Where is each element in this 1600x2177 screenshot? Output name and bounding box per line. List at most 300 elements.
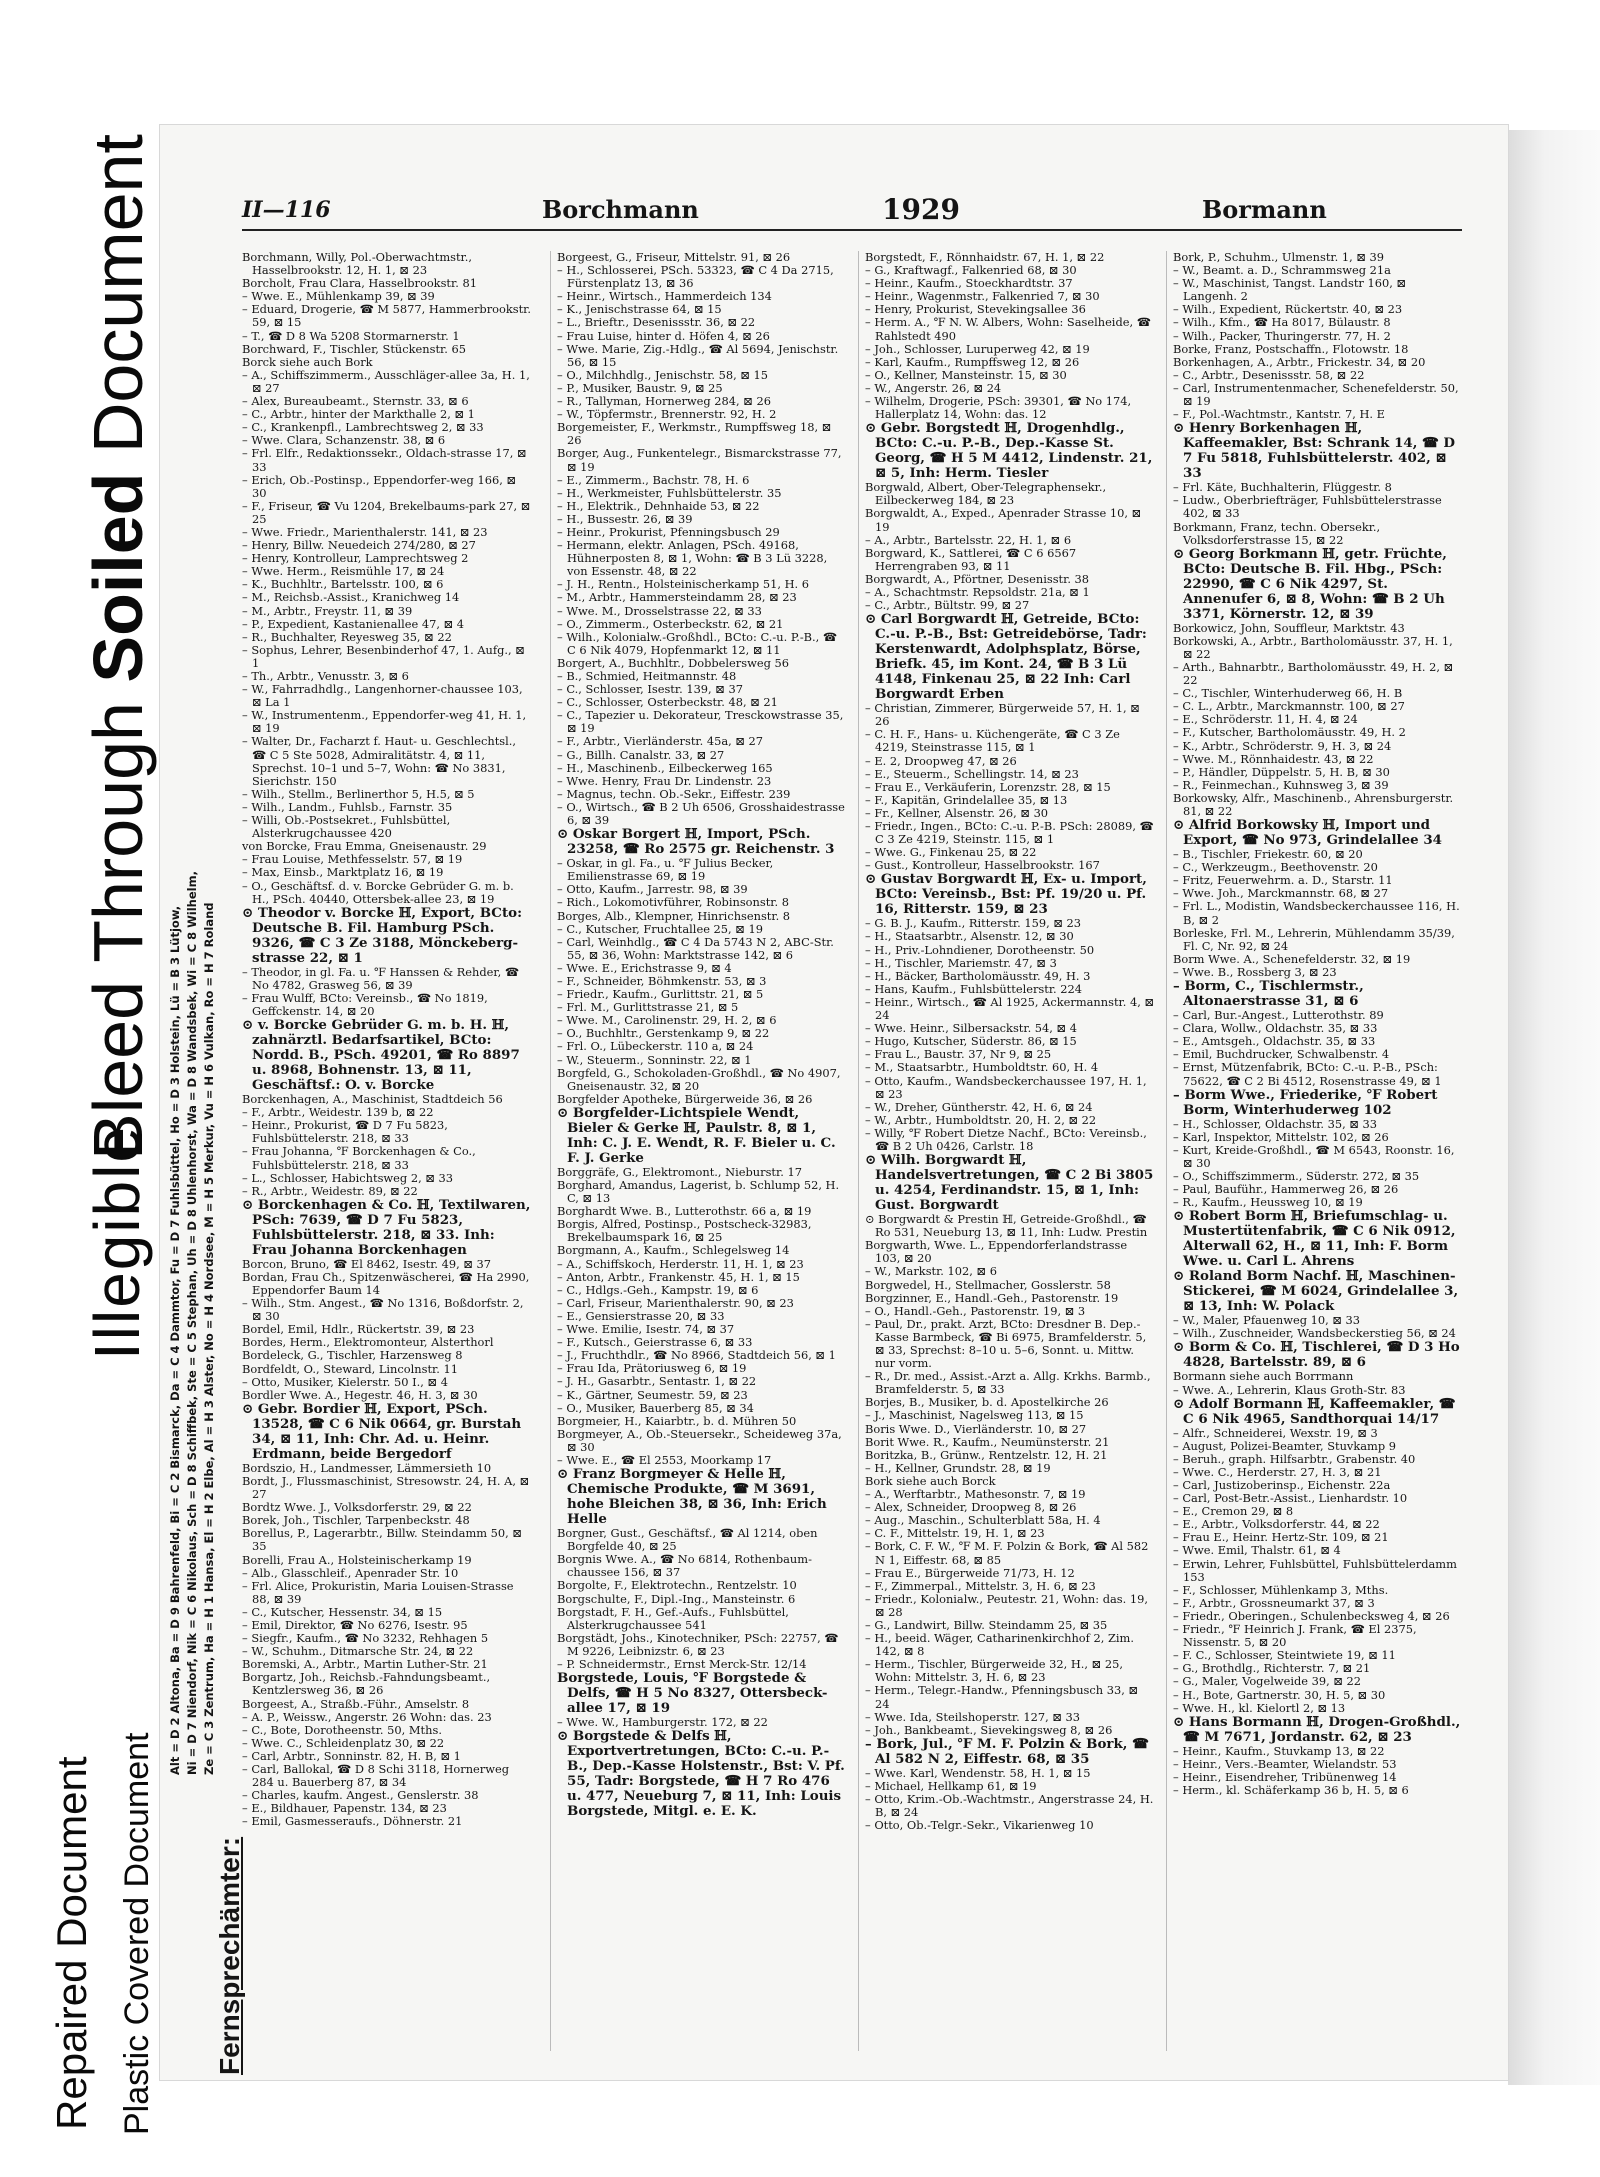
directory-entry: – Wwe. W., Hamburgerstr. 172, ⊠ 22	[557, 1715, 768, 1730]
side-labels	[0, 0, 160, 2177]
directory-entry: – A., Schachtmstr. Repsoldstr. 21a, ⊠ 1	[865, 584, 1090, 599]
directory-entry: ⊙ Borm & Co. ℍ, Tischlerei, ☎ D 3 Ho 4828, Bartelsstr. 89, ⊠ 6	[1173, 1339, 1460, 1371]
directory-entry: – H., Tischler, Mariemstr. 47, ⊠ 3	[865, 955, 1057, 970]
directory-entry: – Herm., kl. Schäferkamp 36 b, H. 5, ⊠ 6	[1173, 1782, 1409, 1797]
directory-entry: Boris Wwe. D., Vierländerstr. 10, ⊠ 27	[865, 1421, 1087, 1436]
directory-entry: – K., Gärtner, Seumestr. 59, ⊠ 23	[557, 1387, 748, 1402]
directory-entry: – F., Pol.-Wachtmstr., Kantstr. 7, H. E	[1173, 407, 1385, 422]
directory-entry: – C., Kutscher, Fruchtallee 25, ⊠ 19	[557, 921, 763, 936]
directory-entry: – F., Arbtr., Vierländerstr. 45a, ⊠ 27	[557, 734, 764, 749]
directory-entry: – Emil, Gasmesseraufs., Döhnerstr. 21	[242, 1814, 463, 1829]
directory-entry: – A., Schiffskoch, Herderstr. 11, H. 1, ⊠ 23	[557, 1256, 804, 1271]
directory-entry: – H., Bussestr. 26, ⊠ 39	[557, 511, 693, 526]
directory-entry: Borgschulte, F., Dipl.-Ing., Mansteinstr. 6	[557, 1591, 796, 1606]
directory-entry: – Emil, Direktor, ☎ No 6276, Isestr. 95	[242, 1617, 468, 1632]
directory-entry: – Hugo, Kutscher, Süderstr. 86, ⊠ 15	[865, 1034, 1077, 1049]
directory-entry: – H., beeid. Wäger, Catharinenkirchhof 2, Zim. 142, ⊠ 8	[865, 1631, 1134, 1659]
directory-entry: – W., Instrumentenm., Eppendorfer-weg 41, H. 1, ⊠ 19	[242, 708, 527, 736]
directory-entry: – Wwe. Clara, Schanzenstr. 38, ⊠ 6	[242, 433, 446, 448]
column-4	[1166, 251, 1463, 2051]
directory-entry: ⊙ Theodor v. Borcke ℍ, Export, BCto: Deutsche B. Fil. Hamburg PSch. 9326, ☎ C 3 Ze 3188, Mönckeberg-strasse 22, ⊠ 1	[242, 904, 523, 966]
directory-entry: – Christian, Zimmerer, Bürgerweide 57, H. 1, ⊠ 26	[865, 701, 1140, 729]
directory-entry: – F., Schneider, Böhmkenstr. 53, ⊠ 3	[557, 973, 767, 988]
directory-entry: – Wilh., Stm. Angest., ☎ No 1316, Boßdorfstr. 2, ⊠ 30	[242, 1296, 524, 1324]
directory-entry: ⊙ Gebr. Borgstedt ℍ, Drogenhdlg., BCto: C.-u. P.-B., Dep.-Kasse St. Georg, ☎ H 5 M 4412, Lindenstr. 21, ⊠ 5, Inh: Herm. Tiesler	[865, 420, 1153, 482]
directory-entry: – Oskar, in gl. Fa., u. ℉ Julius Becker, Emilienstrasse 69, ⊠ 19	[557, 856, 774, 884]
label-bleed-through: Bleed Through	[79, 682, 157, 1160]
directory-entry: Borgstede, Louis, ℉ Borgstede & Delfs, ☎ H 5 No 8327, Ottersbeck-allee 17, ⊠ 19	[557, 1670, 828, 1717]
directory-entry: – G., Landwirt, Billw. Steindamm 25, ⊠ 35	[865, 1617, 1108, 1632]
directory-entry: – Wwe. Emilie, Isestr. 74, ⊠ 37	[557, 1322, 735, 1337]
directory-entry: – Carl, Weinhdlg., ☎ C 4 Da 5743 N 2, ABC-Str. 55, ⊠ 36, Wohn: Marktstrasse 142, ⊠ 6	[557, 934, 834, 962]
directory-entry: – O., Wirtsch., ☎ B 2 Uh 6506, Grosshaidestrasse 6, ⊠ 39	[557, 799, 845, 828]
directory-entry: – Frau E., Heinr. Hertz-Str. 109, ⊠ 21	[1173, 1530, 1389, 1545]
directory-entry: – Carl, Bur.-Angest., Lutterothstr. 89	[1173, 1008, 1384, 1023]
directory-entry: – W., Steuerm., Sonninstr. 22, ⊠ 1	[557, 1052, 752, 1067]
directory-entry: – Herm., Tischler, Bürgerweide 32, H., ⊠ 25, Wohn: Mittelstr. 3, H. 6, ⊠ 23	[865, 1657, 1123, 1685]
directory-entry: – W., Maschinist, Tangst. Landstr 160, ⊠ Langenh. 2	[1173, 276, 1406, 304]
directory-entry: – G., Billh. Canalstr. 33, ⊠ 27	[557, 747, 725, 762]
directory-entry: – August, Polizei-Beamter, Stuvkamp 9	[1173, 1438, 1397, 1453]
directory-entry: – E., Zimmerm., Bachstr. 78, H. 6	[557, 472, 750, 487]
directory-entry: Borgwarth, Wwe. L., Eppendorferlandstrasse 103, ⊠ 20	[865, 1238, 1128, 1266]
directory-entry: – Friedr., Ingen., BCto: C.-u. P.-B. PSch: 28089, ☎ C 3 Ze 4219, Steinstr. 115, ⊠ 1	[865, 819, 1154, 847]
directory-entry: Borgmeyer, A., Ob.-Steuersekr., Scheideweg 37a, ⊠ 30	[557, 1426, 842, 1454]
directory-entry: – Borm, C., Tischlermstr., Altonaerstrasse 31, ⊠ 6	[1173, 978, 1364, 1010]
directory-entry: ⊙ Gustav Borgwardt ℍ, Ex- u. Import, BCto: Vereinsb., Bst: Pf. 19/20 u. Pf. 16, Ritterstr. 159, ⊠ 23	[865, 871, 1147, 918]
directory-entry: Borgemeister, F., Werkmstr., Rumpffsweg 18, ⊠ 26	[557, 420, 832, 448]
directory-entry: – H., Bäcker, Bartholomäusstr. 49, H. 3	[865, 968, 1091, 983]
directory-entry: – O., Zimmerm., Osterbeckstr. 62, ⊠ 21	[557, 616, 784, 631]
directory-entry: – Michael, Hellkamp 61, ⊠ 19	[865, 1778, 1037, 1793]
directory-entry: – Joh., Schlosser, Luruperweg 42, ⊠ 19	[865, 341, 1090, 356]
directory-entry: – Frau L., Baustr. 37, Nr 9, ⊠ 25	[865, 1047, 1052, 1062]
page-header	[242, 195, 1462, 231]
directory-entry: – F., Schlosser, Mühlenkamp 3, Mths.	[1173, 1582, 1389, 1597]
directory-entry: – Hermann, elektr. Anlagen, PSch. 49168, Hühnerposten 8, ⊠ 1, Wohn: ☎ B 3 Lü 3228, von Essenstr. 48, ⊠ 22	[557, 538, 828, 579]
directory-entry: – G., Brothdlg., Richterstr. 7, ⊠ 21	[1173, 1661, 1371, 1676]
directory-entry: ⊙ Wilh. Borgwardt ℍ, Handelsvertretungen, ☎ C 2 Bi 3805 u. 4254, Ferdinandstr. 15, ⊠ 1, Inh: Gust. Borgwardt	[865, 1152, 1154, 1214]
directory-entry: Borcon, Bruno, ☎ El 8462, Isestr. 49, ⊠ 37	[242, 1256, 492, 1271]
directory-entry: – Frau E., Bürgerweide 71/73, H. 12	[865, 1565, 1075, 1580]
directory-entry: – A., Werftarbtr., Mathesonstr. 7, ⊠ 19	[865, 1487, 1086, 1502]
directory-entry: – Theodor, in gl. Fa. u. ℉ Hanssen & Rehder, ☎ No 4782, Grasweg 56, ⊠ 39	[242, 964, 520, 992]
label-plastic-covered-document: Plastic Covered Document	[118, 1732, 156, 2135]
directory-entry: – Wwe. B., Rossberg 3, ⊠ 23	[1173, 964, 1337, 979]
directory-entry: – Wwe. M., Carolinenstr. 29, H. 2, ⊠ 6	[557, 1013, 777, 1028]
directory-entry: – Max, Einsb., Marktplatz 16, ⊠ 19	[242, 865, 444, 880]
directory-entry: – H., Werkmeister, Fuhlsbüttelerstr. 35	[557, 485, 782, 500]
directory-entry: Borgner, Gust., Geschäftsf., ☎ Al 1214, oben Borgfelde 40, ⊠ 25	[557, 1526, 818, 1554]
directory-entry: – Alex, Schneider, Droopweg 8, ⊠ 26	[865, 1500, 1077, 1515]
directory-entry: – Sophus, Lehrer, Besenbinderhof 47, 1. Aufg., ⊠ 1	[242, 642, 525, 670]
directory-entry: – M., Reichsb.-Assist., Kranichweg 14	[242, 590, 460, 605]
directory-entry: – W., Fahrradhdlg., Langenhorner-chaussee 103, ⊠ La 1	[242, 682, 523, 710]
directory-entry: – A., Schiffszimmerm., Ausschläger-allee 3a, H. 1, ⊠ 27	[242, 367, 530, 395]
directory-entry: – W., Markstr. 102, ⊠ 6	[865, 1264, 997, 1279]
directory-entry: – Clara, Wollw., Oldachstr. 35, ⊠ 33	[1173, 1021, 1378, 1036]
directory-entry: – W., Arbtr., Humboldtstr. 20, H. 2, ⊠ 22	[865, 1112, 1097, 1127]
directory-entry: – Carl, Ballokal, ☎ D 8 Schi 3118, Hornerweg 284 u. Bauerberg 87, ⊠ 34	[242, 1762, 510, 1790]
directory-entry: Borgwald, Albert, Ober-Telegraphensekr., Eilbeckerweg 184, ⊠ 23	[865, 480, 1107, 508]
directory-entry: – C. L., Arbtr., Marckmannstr. 100, ⊠ 27	[1173, 699, 1405, 714]
directory-entry: – Wwe. Henry, Frau Dr. Lindenstr. 23	[557, 773, 772, 788]
adjacent-page-edge	[1508, 130, 1600, 2085]
directory-entry: ⊙ v. Borcke Gebrüder G. m. b. H. ℍ, zahnärztl. Bedarfsartikel, BCto: Nordd. B., PSch. 49201, ☎ Ro 8897 u. 8968, Bohnenstr. 13, ⊠ 11, Geschäftsf.: O. v. Borcke	[242, 1017, 520, 1094]
directory-entry: – Wilh., Landm., Fuhlsb., Farnstr. 35	[242, 799, 453, 814]
directory-entry: – R., Dr. med., Assist.-Arzt a. Allg. Krkhs. Barmb., Bramfelderstr. 5, ⊠ 33	[865, 1369, 1151, 1397]
directory-entry: – Friedr., ℉ Heinrich J. Frank, ☎ El 2375, Nissenstr. 5, ⊠ 20	[1173, 1622, 1417, 1650]
directory-entry: – E., Amtsgeh., Oldachstr. 35, ⊠ 33	[1173, 1034, 1376, 1049]
directory-entry: Boremski, A., Arbtr., Martin Luther-Str. 21	[242, 1657, 488, 1672]
directory-entry: ⊙ Alfrid Borkowsky ℍ, Import und Export, ☎ No 973, Grindelallee 34	[1173, 817, 1442, 849]
directory-entry: – T., ☎ D 8 Wa 5208 Stormarnerstr. 1	[242, 328, 460, 343]
directory-entry: – Charles, kaufm. Angest., Genslerstr. 38	[242, 1788, 479, 1803]
directory-entry: Borgeest, G., Friseur, Mittelstr. 91, ⊠ 26	[557, 251, 791, 264]
directory-entry: – M., Staatsarbtr., Humboldtstr. 60, H. 4	[865, 1060, 1099, 1075]
header-right-word: Bormann	[1202, 195, 1327, 224]
directory-entry: – Walter, Dr., Facharzt f. Haut- u. Geschlechtsl., ☎ C 5 Ste 5028, Admiralitätstr. 4, ⊠ 11, Sprechst. 10–1 und 5–7, Wohn: ☎ No 3831, Sierichstr. 150	[242, 734, 517, 788]
directory-entry: – C., Arbtr., hinter der Markthalle 2, ⊠ 1	[242, 407, 475, 422]
directory-entry: – K., Arbtr., Schröderstr. 9, H. 3, ⊠ 24	[1173, 738, 1392, 753]
directory-entry: – G., Maler, Vogelweide 39, ⊠ 22	[1173, 1674, 1362, 1689]
directory-entry: Bordes, Herm., Elektromonteur, Alsterthorl	[242, 1335, 494, 1350]
label-soiled: Soiled	[79, 472, 157, 683]
directory-entry: – Wwe. M., Drosselstrasse 22, ⊠ 33	[557, 603, 762, 618]
directory-entry: – Karl, Kaufm., Rumpffsweg 12, ⊠ 26	[865, 354, 1080, 369]
directory-entry: – Frl. Alice, Prokuristin, Maria Louisen-Strasse 88, ⊠ 39	[242, 1578, 514, 1606]
directory-entry: – P., Händler, Düppelstr. 5, H. B, ⊠ 30	[1173, 764, 1390, 779]
directory-entry: – Carl, Post-Betr.-Assist., Lienhardstr. 10	[1173, 1491, 1408, 1506]
directory-entry: Borgolte, F., Elektrotechn., Rentzelstr. 10	[557, 1578, 797, 1593]
directory-entry: Borgeest, A., Straßb.-Führ., Amselstr. 8	[242, 1696, 470, 1711]
directory-entry: – Wwe. Herm., Reismühle 17, ⊠ 24	[242, 564, 445, 579]
column-1	[242, 251, 532, 2051]
directory-entry: – Erich, Ob.-Postinsp., Eppendorfer-weg 166, ⊠ 30	[242, 472, 516, 500]
directory-entry: – C., Schlosser, Isestr. 139, ⊠ 37	[557, 682, 743, 697]
directory-entry: – Bork, C. F. W., ℉ M. F. Polzin & Bork, ☎ Al 582 N 1, Eiffestr. 68, ⊠ 85	[865, 1539, 1149, 1567]
directory-entry: – Frl. O., Lübeckerstr. 110 a, ⊠ 24	[557, 1039, 754, 1054]
directory-entry: – E. 2, Droopweg 47, ⊠ 26	[865, 753, 1017, 768]
directory-entry: Bordel, Emil, Hdlr., Rückertstr. 39, ⊠ 23	[242, 1322, 475, 1337]
directory-entry: – W., Schuhm., Ditmarsche Str. 24, ⊠ 22	[242, 1644, 474, 1659]
directory-entry: – Alb., Glasschleif., Apenrader Str. 10	[242, 1565, 459, 1580]
directory-entry: Bordt, J., Flussmaschinist, Stresowstr. 24, H. A, ⊠ 27	[242, 1473, 530, 1502]
directory-entry: – C. F., Mittelstr. 19, H. 1, ⊠ 23	[865, 1526, 1045, 1541]
directory-entry: – C., Schlosser, Osterbeckstr. 48, ⊠ 21	[557, 695, 778, 710]
directory-entry: – Fr., Kellner, Alsenstr. 26, ⊠ 30	[865, 805, 1049, 820]
directory-entry: – Heinr., Wirtsch., ☎ Al 1925, Ackermannstr. 4, ⊠ 24	[865, 994, 1154, 1023]
directory-entry: – Herm., Telegr.-Handw., Pfenningsbusch 33, ⊠ 24	[865, 1683, 1138, 1711]
directory-entry: – F., Arbtr., Weidestr. 139 b, ⊠ 22	[242, 1105, 434, 1120]
directory-entry: – W., Angerstr. 26, ⊠ 24	[865, 380, 1002, 395]
directory-entry: Bormann siehe auch Borrmann	[1173, 1369, 1354, 1384]
directory-entry: – Borm Wwe., Friederike, ℉ Robert Borm, Winterhuderweg 102	[1173, 1086, 1438, 1118]
label-bleed-through-soiled-document	[78, 134, 158, 1160]
directory-entry: – Heinr., Wagenmstr., Falkenried 7, ⊠ 30	[865, 289, 1100, 304]
directory-entry: Borgfeld, G., Schokoladen-Großhdl., ☎ No 4907, Gneisenaustr. 32, ⊠ 20	[557, 1065, 841, 1093]
directory-entry: – P., Musiker, Baustr. 9, ⊠ 25	[557, 380, 723, 395]
directory-entry: ⊙ Gebr. Bordier ℍ, Export, PSch. 13528, ☎ C 6 Nik 0664, gr. Burstah 34, ⊠ 11, Inh: Chr. Ad. u. Heinr. Erdmann, beide Bergedorf	[242, 1400, 522, 1462]
directory-entry: Borchmann, Willy, Pol.-Oberwachtmstr., Hasselbrookstr. 12, H. 1, ⊠ 23	[242, 251, 472, 278]
directory-entry: – Wwe. C., Herderstr. 27, H. 3, ⊠ 21	[1173, 1464, 1382, 1479]
directory-entry: – F., Kapitän, Grindelallee 35, ⊠ 13	[865, 792, 1068, 807]
directory-entry: – Frau Ida, Prätoriusweg 6, ⊠ 19	[557, 1361, 747, 1376]
directory-entry: – H., Staatsarbtr., Alsenstr. 12, ⊠ 30	[865, 929, 1074, 944]
directory-entry: – F. C., Schlosser, Steintwiete 19, ⊠ 11	[1173, 1648, 1396, 1663]
directory-entry: – O., Buchhltr., Gerstenkamp 9, ⊠ 22	[557, 1026, 770, 1041]
directory-entry: Borleske, Frl. M., Lehrerin, Mühlendamm 35/39, Fl. C, Nr. 92, ⊠ 24	[1173, 925, 1455, 953]
directory-entry: – B., Schmied, Heitmannstr. 48	[557, 669, 737, 683]
directory-entry: – C., Werkzeugm., Beethovenstr. 20	[1173, 860, 1378, 875]
directory-entry: ⊙ Adolf Bormann ℍ, Kaffeemakler, ☎ C 6 Nik 4965, Sandthorquai 14/17	[1173, 1395, 1456, 1427]
directory-entry: Borgward, K., Sattlerei, ☎ C 6 6567 Herrengraben 93, ⊠ 11	[865, 545, 1077, 573]
directory-entry: – Heinr., Prokurist, ☎ D 7 Fu 5823, Fuhlsbüttelerstr. 218, ⊠ 33	[242, 1118, 448, 1146]
directory-entry: – W., Dreher, Güntherstr. 42, H. 6, ⊠ 24	[865, 1099, 1093, 1114]
directory-entry: Borkowski, A., Arbtr., Bartholomäusstr. 37, H. 1, ⊠ 22	[1173, 633, 1453, 661]
directory-entry: Borckenhagen, A., Maschinist, Stadtdeich 56	[242, 1092, 503, 1107]
directory-entry: – Wwe. E., Mühlenkamp 39, ⊠ 39	[242, 289, 435, 304]
directory-entry: Borkowsky, Alfr., Maschinenb., Ahrensburgerstr. 81, ⊠ 22	[1173, 790, 1454, 818]
directory-entry: – Gust., Kontrolleur, Hasselbrookstr. 167	[865, 858, 1100, 873]
directory-entry: Borghardt Wwe. B., Lutterothstr. 66 a, ⊠ 19	[557, 1204, 812, 1219]
directory-entry: ⊙ Robert Borm ℍ, Briefumschlag- u. Mustertütenfabrik, ☎ C 6 Nik 0912, Alterwall 62, H., ⊠ 11, Inh: F. Borm Wwe. u. Carl L. Ahrens	[1173, 1208, 1456, 1270]
directory-entry: – F., Friseur, ☎ Vu 1204, Brekelbaums-park 27, ⊠ 25	[242, 498, 531, 526]
directory-entry: – M., Arbtr., Freystr. 11, ⊠ 39	[242, 603, 413, 618]
directory-entry: von Borcke, Frau Emma, Gneisenaustr. 29	[242, 839, 487, 854]
directory-entry: – J. H., Gasarbtr., Sentastr. 1, ⊠ 22	[557, 1374, 757, 1389]
directory-entry: – F., Arbtr., Grossneumarkt 37, ⊠ 3	[1173, 1595, 1375, 1610]
directory-entry: ⊙ Borckenhagen & Co. ℍ, Textilwaren, PSch: 7639, ☎ D 7 Fu 5823, Fuhlsbüttelerstr. 218, ⊠ 33. Inh: Frau Johanna Borckenhagen	[242, 1196, 531, 1258]
directory-entry: – R., Tallyman, Hornerweg 284, ⊠ 26	[557, 394, 771, 409]
directory-entry: – J. H., Rentn., Holsteinischerkamp 51, H. 6	[557, 577, 809, 592]
directory-entry: Borges, Alb., Klempner, Hinrichsenstr. 8	[557, 908, 791, 923]
directory-entry: – Wwe. Karl, Wendenstr. 58, H. 1, ⊠ 15	[865, 1765, 1091, 1780]
directory-entry: – L., Brieftr., Desenissstr. 36, ⊠ 22	[557, 315, 756, 330]
directory-entry: – Wwe. Marie, Zig.-Hdlg., ☎ Al 5694, Jenischstr. 56, ⊠ 15	[557, 341, 839, 369]
directory-entry: – Carl, Justizoberinsp., Eichenstr. 22a	[1173, 1478, 1391, 1492]
directory-entry: – Anton, Arbtr., Frankenstr. 45, H. 1, ⊠ 15	[557, 1269, 800, 1284]
directory-entry: Borghard, Amandus, Lagerist, b. Schlump 52, H. C, ⊠ 13	[557, 1178, 840, 1206]
directory-entry: – H., Bote, Gartnerstr. 30, H. 5, ⊠ 30	[1173, 1687, 1386, 1702]
directory-entry: ⊙ Carl Borgwardt ℍ, Getreide, BCto: C.-u. P.-B., Bst: Getreidebörse, Tadr: Kerstenwardt, Adolphsplatz, Börse, Briefk. 45, im Kont. 24, ☎ B 3 Lü 4148, Finkenau 25, ⊠ 22 Inh: Carl Borgwardt Erben	[865, 611, 1147, 703]
legend-line-3: Ze = C 3 Zentrum, Ha = H 1 Hansa, El = H 2 Elbe, Al = H 3 Alster, No = H 4 Nordsee, M = H 5 Merkur, Vu = H 6 Vulkan, Ro = H 7 Roland	[202, 902, 216, 1775]
directory-entry: – Ludw., Oberbriefträger, Fuhlsbüttelerstrasse 402, ⊠ 33	[1173, 493, 1442, 521]
directory-entry: – Friedr., Kaufm., Gurlittstr. 21, ⊠ 5	[557, 987, 764, 1002]
directory-entry: – Rich., Lokomotivführer, Robinsonstr. 8	[557, 895, 789, 910]
directory-entry: – Willi, Ob.-Postsekret., Fuhlsbüttel, Alsterkrugchaussee 420	[242, 813, 451, 841]
directory-entry: – C., Krankenpfl., Lambrechtsweg 2, ⊠ 33	[242, 420, 484, 435]
directory-entry: – Wilh., Packer, Thuringerstr. 77, H. 2	[1173, 328, 1391, 343]
directory-entry: – Henry, Billw. Neuedeich 274/280, ⊠ 27	[242, 538, 476, 553]
legend-line-2: Ni = D 7 Niendorf, Nik = C 6 Nikolaus, Sch = D 8 Schiffbek, Ste = C 5 Stephan, Uh = D 8 Uhlenhorst, Wa = D 8 Wandsbek, Wi = C 8 Wilhelm,	[185, 871, 199, 1775]
directory-entry: – Otto, Musiker, Kielerstr. 50 I., ⊠ 4	[242, 1374, 448, 1389]
directory-entry: – W., Töpfermstr., Brennerstr. 92, H. 2	[557, 407, 777, 422]
directory-entry: – Frau Louise, Methfesselstr. 57, ⊠ 19	[242, 852, 463, 867]
telephone-exchange-legend	[160, 275, 245, 2080]
directory-entry: – Frau Wulff, BCto: Vereinsb., ☎ No 1819, Geffckenstr. 14, ⊠ 20	[242, 990, 488, 1018]
directory-entry: Borgwaldt, A., Exped., Apenrader Strasse 10, ⊠ 19	[865, 506, 1142, 534]
directory-entry: – Erwin, Lehrer, Fuhlsbüttel, Fuhlsbüttelerdamm 153	[1173, 1556, 1457, 1584]
directory-entry: – H., Kellner, Grundstr. 28, ⊠ 19	[865, 1460, 1051, 1475]
directory-entry: Borger, Aug., Funkentelegr., Bismarckstrasse 77, ⊠ 19	[557, 446, 842, 474]
directory-entry: Borm Wwe. A., Schenefelderstr. 32, ⊠ 19	[1173, 951, 1411, 966]
directory-entry: ⊙ Georg Borkmann ℍ, getr. Früchte, BCto: Deutsche B. Fil. Hbg., PSch: 22990, ☎ C 6 Nik 4297, St. Annenufer 6, ⊠ 8, Wohn: ☎ B 2 Uh 3371, Körnerstr. 12, ⊠ 39	[1173, 545, 1447, 622]
label-document: Document	[79, 134, 157, 473]
directory-entry: Bordtz Wwe. J., Volksdorferstr. 29, ⊠ 22	[242, 1500, 472, 1515]
directory-entry: ⊙ Henry Borkenhagen ℍ, Kaffeemakler, Bst: Schrank 14, ☎ D 7 Fu 5818, Fuhlsbüttelerstr. 402, ⊠ 33	[1173, 420, 1456, 482]
directory-entry: – P. Schneidermstr., Ernst Merck-Str. 12/14	[557, 1657, 807, 1671]
directory-entry: Borcholt, Frau Clara, Hasselbrookstr. 81	[242, 276, 477, 291]
header-left-word: Borchmann	[542, 195, 699, 224]
directory-entry: – C., Arbtr., Bültstr. 99, ⊠ 27	[865, 598, 1030, 613]
directory-entry: – Wilh., Stellm., Berlinerthor 5, H.5, ⊠ 5	[242, 786, 475, 801]
directory-entry: Bordszio, H., Landmesser, Lämmersieth 10	[242, 1460, 492, 1475]
directory-entry: – E., Gensierstrasse 20, ⊠ 33	[557, 1308, 725, 1323]
directory-entry: – Friedr., Oberingen., Schulenbecksweg 4, ⊠ 26	[1173, 1608, 1450, 1623]
directory-entry: – F., Zimmerpal., Mittelstr. 3, H. 6, ⊠ 23	[865, 1578, 1096, 1593]
directory-entry: Bordler Wwe. A., Hegestr. 46, H. 3, ⊠ 30	[242, 1387, 478, 1402]
directory-entry: Boritzka, B., Grünw., Rentzelstr. 12, H. 21	[865, 1447, 1108, 1462]
directory-entry: Borgmeier, H., Kaiarbtr., b. d. Mühren 50	[557, 1413, 797, 1428]
label-illegible: Illegible	[81, 1124, 153, 1360]
directory-entry: – Otto, Ob.-Telgr.-Sekr., Vikarienweg 10	[865, 1818, 1094, 1833]
directory-entry: – Joh., Bankbeamt., Sievekingsweg 8, ⊠ 26	[865, 1722, 1113, 1737]
directory-entry: ⊙ Franz Borgmeyer & Helle ℍ, Chemische Produkte, ☎ M 3691, hohe Bleichen 38, ⊠ 36, Inh: Erich Helle	[557, 1466, 827, 1528]
directory-entry: – F., Kutscher, Bartholomäusstr. 49, H. 2	[1173, 725, 1406, 740]
directory-entry: – B., Tischler, Friekestr. 60, ⊠ 20	[1173, 847, 1363, 862]
directory-entry: Borgzinner, E., Handl.-Geh., Pastorenstr. 19	[865, 1290, 1119, 1305]
directory-entry: Bordfeldt, O., Steward, Lincolnstr. 11	[242, 1361, 458, 1376]
directory-entry: Borjes, B., Musiker, b. d. Apostelkirche 26	[865, 1395, 1109, 1410]
directory-entry: Bordan, Frau Ch., Spitzenwäscherei, ☎ Ha 2990, Eppendorfer Baum 14	[242, 1269, 530, 1297]
directory-entry: – H., Elektrik., Dehnhaide 53, ⊠ 22	[557, 498, 760, 513]
directory-entry: Borkmann, Franz, techn. Obersekr., Volksdorferstrasse 15, ⊠ 22	[1173, 519, 1381, 547]
directory-entry: – Ernst, Mützenfabrik, BCto: C.-u. P.-B., PSch: 75622, ☎ C 2 Bi 4512, Rosenstrasse 49, ⊠ 1	[1173, 1060, 1442, 1088]
directory-entry: – Heinr., Eisendreher, Tribünenweg 14	[1173, 1769, 1397, 1784]
directory-entry: – Arth., Bahnarbtr., Bartholomäusstr. 49, H. 2, ⊠ 22	[1173, 659, 1454, 688]
directory-entry: – C. H. F., Hans- u. Küchengeräte, ☎ C 3 Ze 4219, Steinstrasse 115, ⊠ 1	[865, 727, 1120, 755]
directory-entry: ⊙ Roland Borm Nachf. ℍ, Maschinen-Stickerei, ☎ M 6024, Grindelallee 3, ⊠ 13, Inh: W. Polack	[1173, 1268, 1459, 1315]
directory-entry: – F., Kutsch., Geierstrasse 6, ⊠ 33	[557, 1335, 753, 1350]
directory-entry: ⊙ Oskar Borgert ℍ, Import, PSch. 23258, ☎ Ro 2575 gr. Reichenstr. 3	[557, 826, 835, 858]
directory-entry: – Wwe. C., Schleidenplatz 30, ⊠ 22	[242, 1735, 445, 1750]
directory-entry: – Wwe. M., Rönnhaidestr. 43, ⊠ 22	[1173, 751, 1374, 766]
directory-entry: – Wwe. Joh., Marckmannstr. 68, ⊠ 27	[1173, 886, 1389, 901]
directory-entry: – G. B. J., Kaufm., Ritterstr. 159, ⊠ 23	[865, 916, 1081, 931]
directory-entry: Borgis, Alfred, Postinsp., Postscheck-32983, Brekelbaumspark 16, ⊠ 25	[557, 1217, 812, 1245]
directory-entry: Borit Wwe. R., Kaufm., Neumünsterstr. 21	[865, 1434, 1110, 1449]
directory-entry: – Frl. Elfr., Redaktionssekr., Oldach-strasse 17, ⊠ 33	[242, 446, 527, 474]
directory-entry: Borkenhagen, A., Arbtr., Frickestr. 34, ⊠ 20	[1173, 354, 1426, 369]
directory-columns	[242, 251, 1462, 2051]
directory-entry: – W., Maler, Pfauenweg 10, ⊠ 33	[1173, 1313, 1361, 1328]
directory-entry: – Heinr., Wirtsch., Hammerdeich 134	[557, 289, 772, 304]
directory-entry: – R., Kaufm., Heussweg 10, ⊠ 19	[1173, 1195, 1363, 1210]
directory-entry: Borgfelder Apotheke, Bürgerweide 36, ⊠ 26	[557, 1091, 813, 1106]
directory-entry: – O., Musiker, Bauerberg 85, ⊠ 34	[557, 1400, 754, 1415]
directory-entry: – Heinr., Kaufm., Stuvkamp 13, ⊠ 22	[1173, 1743, 1385, 1758]
directory-entry: Borgwedel, H., Stellmacher, Gosslerstr. 58	[865, 1277, 1111, 1292]
directory-entry: – Heinr., Prokurist, Pfenningsbusch 29	[557, 524, 780, 539]
directory-entry: – H., Schlosser, Oldachstr. 35, ⊠ 33	[1173, 1116, 1378, 1131]
directory-entry: – H., Maschinenb., Eilbeckerweg 165	[557, 760, 773, 775]
directory-entry: – J., Maschinist, Nagelsweg 113, ⊠ 15	[865, 1408, 1084, 1423]
directory-entry: – Wilh., Kolonialw.-Großhdl., BCto: C.-u. P.-B., ☎ C 6 Nik 4079, Hopfenmarkt 12, ⊠ 11	[557, 629, 838, 657]
directory-entry: – Wwe. E., ☎ El 2553, Moorkamp 17	[557, 1452, 772, 1467]
directory-entry: Borgstedt, F., Rönnhaidstr. 67, H. 1, ⊠ 22	[865, 251, 1105, 264]
directory-entry: – Wilh., Zuschneider, Wandsbeckerstieg 56, ⊠ 24	[1173, 1326, 1456, 1341]
directory-entry: – Aug., Maschin., Schulterblatt 58a, H. 4	[865, 1513, 1101, 1528]
directory-entry: – Kurt, Kreide-Großhdl., ☎ M 6543, Roonstr. 16, ⊠ 30	[1173, 1142, 1455, 1170]
column-2	[550, 251, 847, 2051]
directory-entry: – Magnus, techn. Ob.-Sekr., Eiffestr. 239	[557, 786, 791, 801]
directory-entry: Borgartz, Joh., Reichsb.-Fahndungsbeamt., Kentzlersweg 36, ⊠ 26	[242, 1670, 491, 1698]
directory-entry: – Wwe. Emil, Thalstr. 61, ⊠ 4	[1173, 1543, 1341, 1558]
directory-entry: ⊙ Borgfelder-Lichtspiele Wendt, Bieler & Gerke ℍ, Paulstr. 8, ⊠ 1, Inh: C. J. E. Wendt, R. F. Bieler u. C. F. J. Gerke	[557, 1104, 836, 1166]
directory-entry: – E., Schröderstr. 11, H. 4, ⊠ 24	[1173, 712, 1358, 727]
directory-entry: – R., Arbtr., Weidestr. 89, ⊠ 22	[242, 1183, 418, 1198]
directory-entry: – Paul, Bauführ., Hammerweg 26, ⊠ 26	[1173, 1182, 1399, 1197]
directory-entry: – E., Bildhauer, Papenstr. 134, ⊠ 23	[242, 1801, 447, 1816]
directory-entry: Bordeleck, G., Tischler, Harzensweg 8	[242, 1348, 463, 1363]
directory-entry: – O., Geschäftsf. d. v. Borcke Gebrüder G. m. b. H., PSch. 40440, Ottersbek-allee 23, ⊠ 19	[242, 878, 514, 906]
directory-entry: – Siegfr., Kaufm., ☎ No 3232, Rehhagen 5	[242, 1631, 489, 1646]
directory-entry: ⊙ Hans Bormann ℍ, Drogen-Großhdl., ☎ M 7671, Jordanstr. 62, ⊠ 23	[1173, 1713, 1461, 1745]
directory-entry: – H., Schlosserei, PSch. 53323, ☎ C 4 Da 2715, Fürstenplatz 13, ⊠ 36	[557, 263, 834, 291]
directory-entry: – A. P., Weissw., Angerstr. 26 Wohn: das. 23	[242, 1709, 492, 1724]
directory-entry: Borck siehe auch Bork	[242, 354, 373, 369]
directory-entry: – Frau Luise, hinter d. Höfen 4, ⊠ 26	[557, 328, 770, 343]
directory-page	[160, 125, 1508, 2080]
directory-entry: – Carl, Friseur, Marienthalerstr. 90, ⊠ 23	[557, 1295, 794, 1310]
directory-entry: – Paul, Dr., prakt. Arzt, BCto: Dresdner B. Dep.-Kasse Barmbeck, ☎ Bi 6975, Bramfelderstr. 5, ⊠ 33, Sprechst: 8–10 u. 5–6, Sonnt. u. Mittw. nur vorm.	[865, 1316, 1147, 1371]
directory-entry: – Frl. Käte, Buchhalterin, Flüggestr. 8	[1173, 480, 1392, 495]
directory-entry: Borellus, P., Lagerarbtr., Billw. Steindamm 50, ⊠ 35	[242, 1526, 522, 1554]
directory-entry: – J., Fruchthdlr., ☎ No 8966, Stadtdeich 56, ⊠ 1	[557, 1348, 836, 1363]
directory-entry: – Henry, Prokurist, Stevekingsallee 36	[865, 302, 1086, 317]
directory-entry: – C., Bote, Dorotheenstr. 50, Mths.	[242, 1722, 442, 1737]
directory-entry: – W., Beamt. a. D., Schrammsweg 21a	[1173, 263, 1391, 278]
directory-entry: – H., Priv.-Lohndiener, Dorotheenstr. 50	[865, 942, 1095, 957]
directory-entry: – E., Steuerm., Schellingstr. 14, ⊠ 23	[865, 766, 1079, 781]
directory-entry: Borke, Franz, Postschaffn., Flotowstr. 18	[1173, 341, 1409, 356]
directory-entry: – Frl. M., Gurlittstrasse 21, ⊠ 5	[557, 1000, 739, 1015]
directory-entry: – Carl, Arbtr., Sonninstr. 82, H. B, ⊠ 1	[242, 1748, 461, 1763]
directory-entry: – Alfr., Schneiderei, Wexstr. 19, ⊠ 3	[1173, 1425, 1378, 1440]
directory-entry: – Wwe. Friedr., Marienthalerstr. 141, ⊠ 23	[242, 524, 488, 539]
directory-entry: – Fritz, Feuerwehrm. a. D., Starstr. 11	[1173, 873, 1393, 888]
directory-entry: Borchward, F., Tischler, Stückenstr. 65	[242, 341, 466, 356]
directory-entry: – Heinr., Kaufm., Stoeckhardtstr. 37	[865, 276, 1073, 291]
directory-entry: – Carl, Instrumentenmacher, Schenefelderstr. 50, ⊠ 19	[1173, 380, 1459, 409]
directory-entry: – Wilh., Kfm., ☎ Ha 8017, Bülaustr. 8	[1173, 315, 1391, 330]
header-year: 1929	[882, 193, 960, 226]
directory-entry: – Otto, Kaufm., Wandsbeckerchaussee 197, H. 1, ⊠ 23	[865, 1073, 1147, 1101]
directory-entry: – Henry, Kontrolleur, Lamprechtsweg 2	[242, 551, 469, 566]
directory-entry: Borek, Joh., Tischler, Tarpenbeckstr. 48	[242, 1513, 470, 1528]
directory-entry: – C., Tischler, Winterhuderweg 66, H. B	[1173, 686, 1403, 701]
directory-entry: – Wwe. Ida, Steilshoperstr. 127, ⊠ 33	[865, 1709, 1081, 1724]
directory-entry: – Frau Johanna, ℉ Borckenhagen & Co., Fuhlsbüttelerstr. 218, ⊠ 33	[242, 1144, 476, 1172]
directory-entry: – Wwe. H., kl. Kielortl 2, ⊠ 13	[1173, 1700, 1346, 1715]
directory-entry: Borggräfe, G., Elektromont., Nieburstr. 17	[557, 1164, 802, 1179]
directory-entry: – K., Buchhltr., Bartelsstr. 100, ⊠ 6	[242, 577, 444, 592]
directory-entry: – Wilhelm, Drogerie, PSch: 39301, ☎ No 174, Hallerplatz 14, Wohn: das. 12	[865, 394, 1132, 422]
directory-entry: Borgert, A., Buchhltr., Dobbelersweg 56	[557, 655, 789, 670]
directory-entry: Borgwardt, A., Pförtner, Desenisstr. 38	[865, 571, 1090, 586]
directory-entry: Borgnis Wwe. A., ☎ No 6814, Rothenbaum-chaussee 156, ⊠ 37	[557, 1552, 812, 1580]
